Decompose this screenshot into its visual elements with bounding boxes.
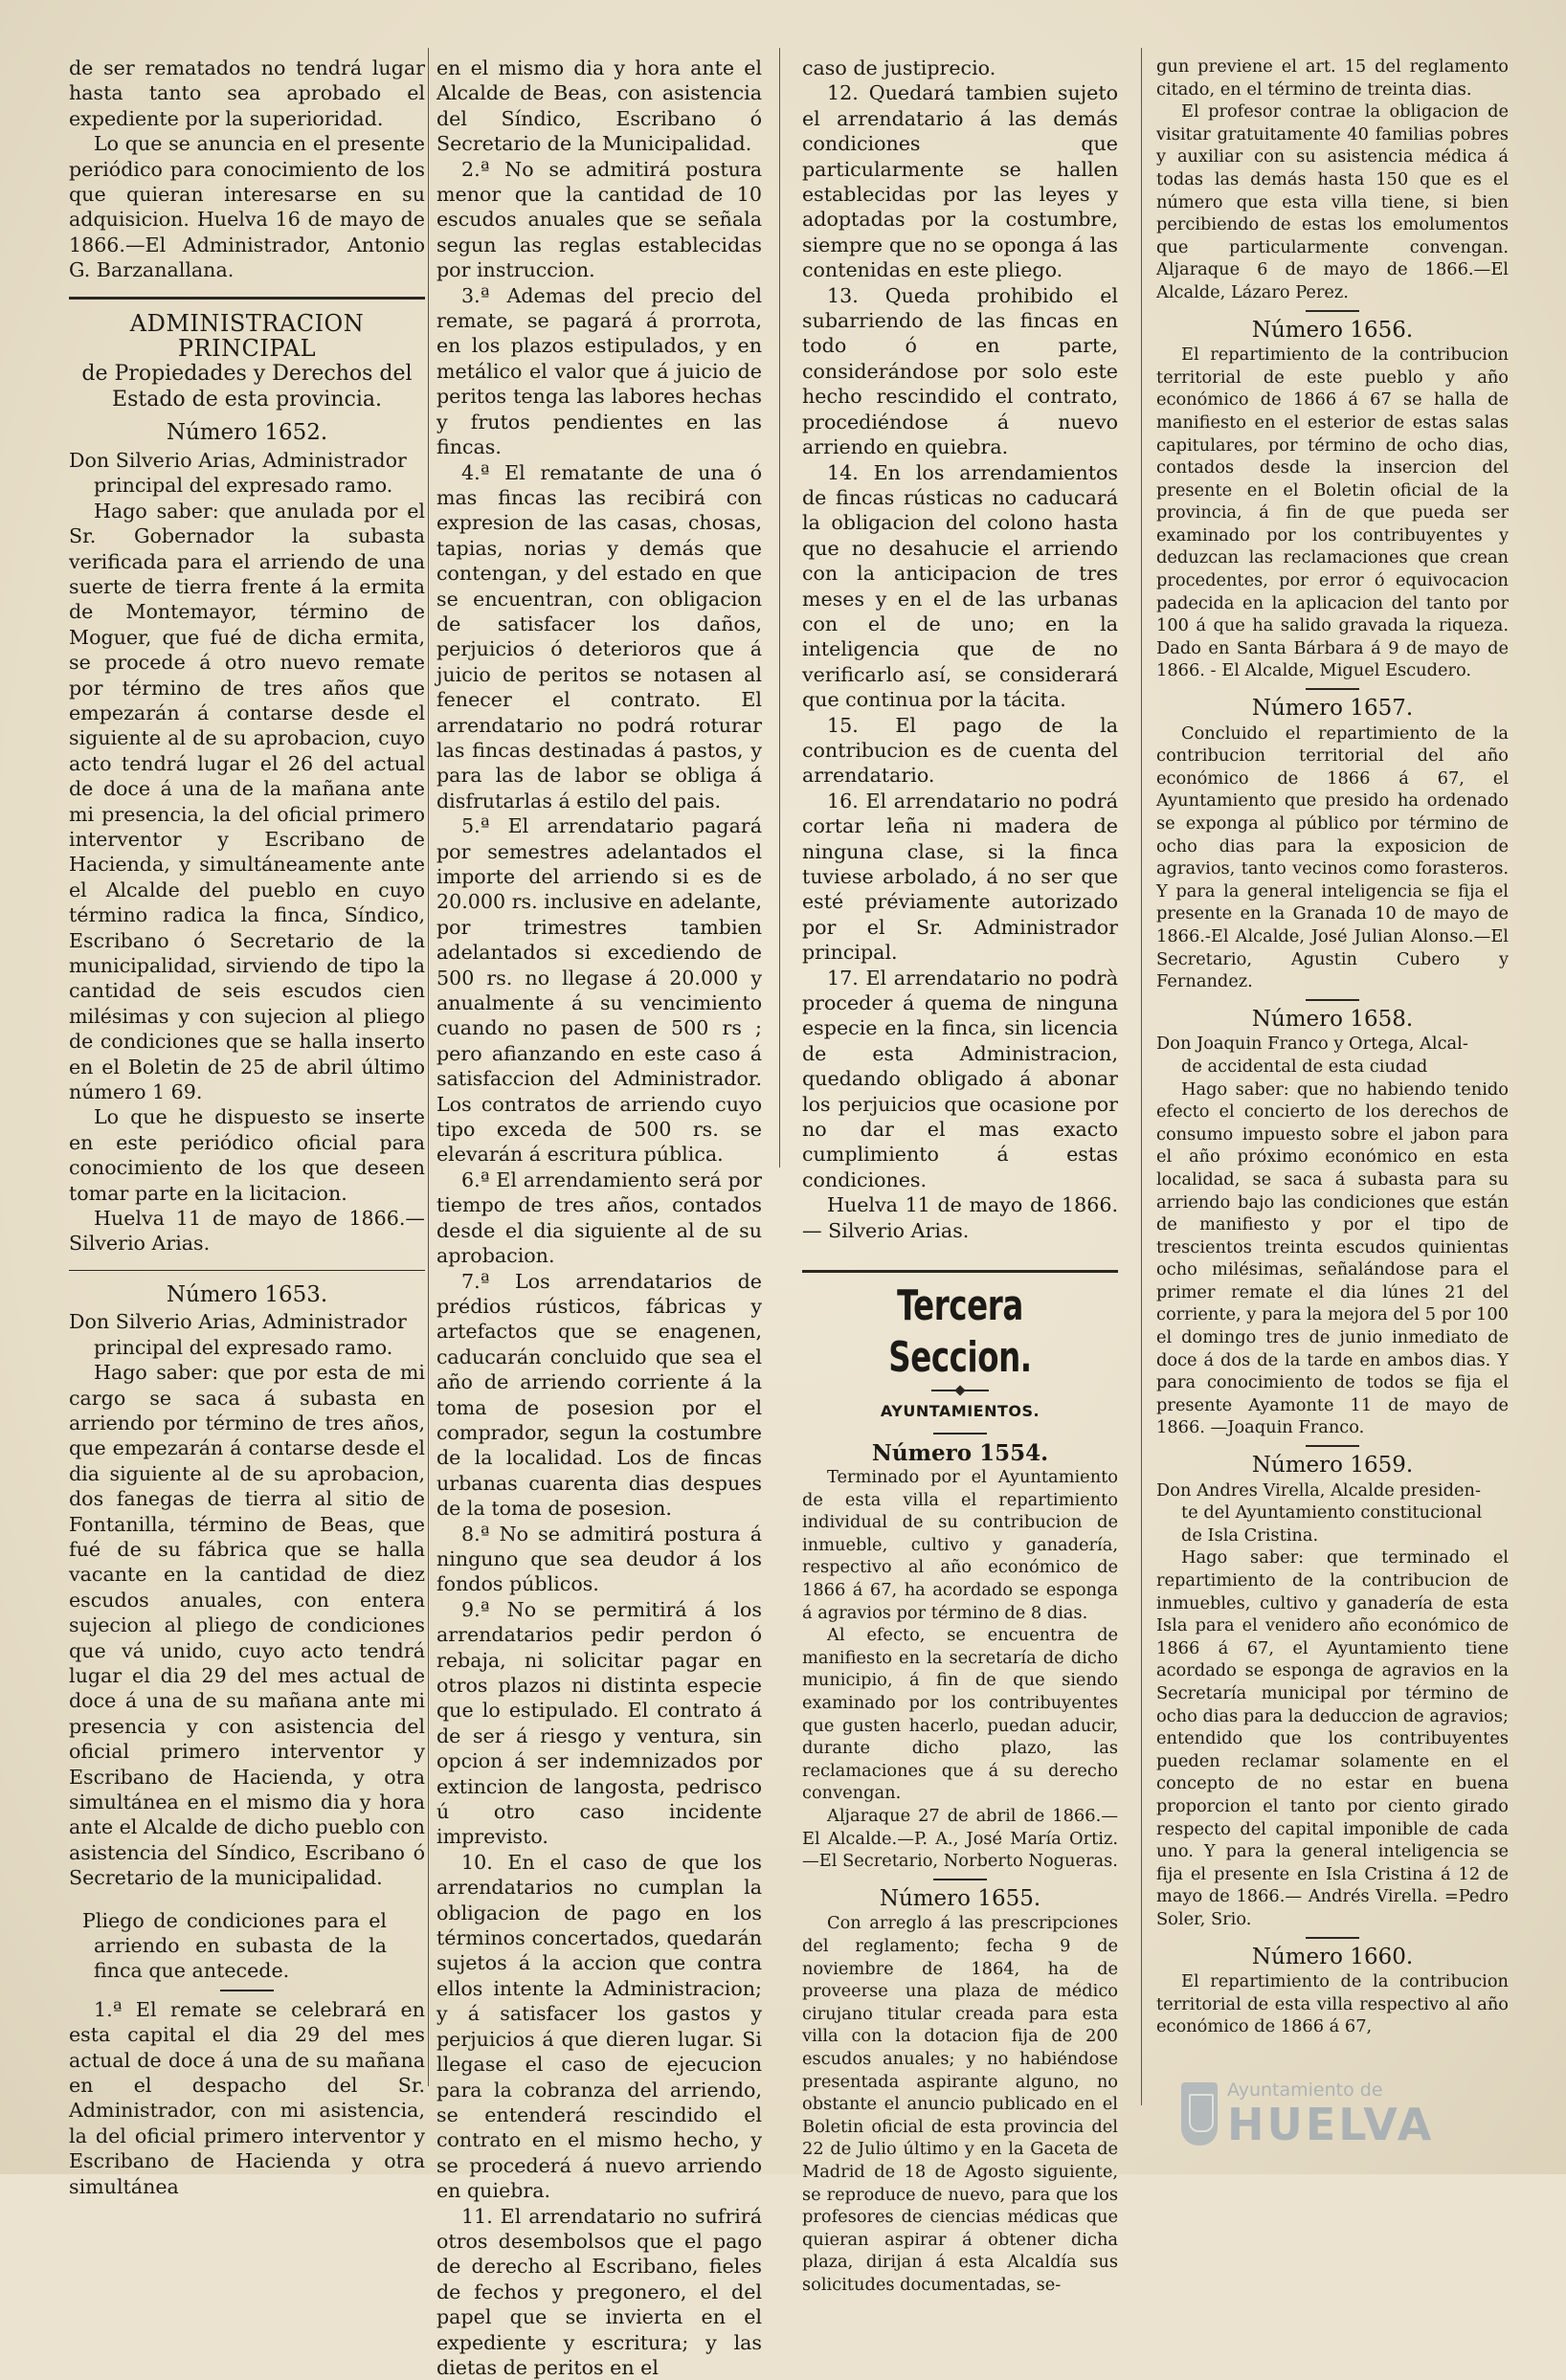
condition-item: 2.ª No se admitirá postura menor que la cantidad de 10 escudos anuales que se señala segun las reglas establecidas por instruccion. xyxy=(436,157,762,282)
header-line: Don Silverio Arias, Administrador xyxy=(69,448,407,472)
watermark-line: Ayuntamiento de xyxy=(1227,2080,1383,2101)
condition-item: 10. En el caso de que los arrendatarios no cumplan la obligacion de pago en los términos concertados, quedarán sujetos á la accion que contra ellos intente la Administracion; y á satisfacer los gastos y perjuicios á que dieren lugar. Si llegase el caso de ejecucion para la cobranza del arriendo, se entenderá rescindido el contrato en el mismo hecho, y se procederá á nuevo arriendo en quiebra. xyxy=(436,1850,762,2203)
condition-item: 3.ª Ademas del precio del remate, se pagará á prorrota, en los plazos estipulados, y en metálico el valor que á juicio de peritos tenga las labores hechas y frutos pendientes en las fincas. xyxy=(436,283,762,459)
notice-number: Número 1554. xyxy=(871,1439,1049,1466)
notice-header xyxy=(1156,1479,1509,1547)
paragraph: de ser rematados no tendrá lugar hasta tanto sea aprobado el expediente por la superioridad. xyxy=(69,56,425,130)
notice-header xyxy=(69,1309,425,1360)
notice-number: Número 1658. xyxy=(1251,1006,1414,1032)
conditions-heading: Pliego de condiciones para el arriendo en subasta de la finca que antecede. xyxy=(82,1908,387,1983)
header-line: principal del expresado ramo. xyxy=(94,1335,393,1359)
condition-item: 15. El pago de la contribucion es de cuenta del arrendatario. xyxy=(802,713,1118,788)
signature: Aljaraque 27 de abril de 1866.— El Alcalde.—P. A., José María Ortiz.—El Secretario, Norberto Nogueras. xyxy=(802,1806,1118,1872)
section-heading: ADMINISTRACION PRINCIPAL xyxy=(129,309,365,363)
header-line: te del Ayuntamiento constitucional xyxy=(1181,1502,1483,1524)
column-4 xyxy=(1156,56,1509,2038)
notice-header xyxy=(69,448,425,499)
paragraph: Terminado por el Ayuntamiento de esta villa el repartimiento individual de su contribucion de inmueble, cultivo y ganadería, respectivo al año económico de 1866 á 67, ha acordado se esponga á agravios por término de 8 dias. xyxy=(802,1467,1118,1623)
condition-item: 14. En los arrendamientos de fincas rústicas no caducará la obligacion del colono hasta que no desahucie el arriendo con la anticipacion de tres meses y en el de las urbanas con el de uno; en la inteligencia que de no verificarlo así, se considerará que continua por la tácita. xyxy=(802,460,1118,712)
condition-item: 6.ª El arrendamiento será por tiempo de tres años, contados desde el dia siguiente al de su aprobacion. xyxy=(436,1168,762,1268)
notice-number: Número 1655. xyxy=(879,1885,1041,1911)
condition-item: 11. El arrendatario no sufrirá otros desembolsos que el pago de derecho al Escribano, fieles de fechos y pregonero, el del papel que se invierta en el expediente y escritura; y las dietas de peritos en el xyxy=(436,2204,762,2379)
short-divider xyxy=(220,1990,274,1991)
short-divider xyxy=(1306,999,1359,1001)
divider xyxy=(69,297,425,300)
header-line: principal del expresado ramo. xyxy=(94,474,393,498)
notice-number: Número 1656. xyxy=(1251,317,1414,343)
paragraph: Lo que he dispuesto se inserte en este periódico oficial para conocimiento de los que deseen tomar parte en la licitacion. xyxy=(69,1105,425,1205)
notice-number: Número 1659. xyxy=(1251,1453,1414,1479)
paragraph: Hago saber: que no habiendo tenido efecto el concierto de los derechos de consumo impuesto sobre el jabon para el año próximo económico en esta localidad, se saca á subasta para su arriendo bajo las condiciones que están de manifiesto y por el tipo de trescientos treinta escudos quinientas ocho milésimas, señalándose para el primer remate el dia lúnes 21 del corriente, y para la mejora del 5 por 100 el domingo tres de junio inmediato de doce á dos de la tarde en ambos dias. Y para conocimiento de todos se fija el presente Ayamonte 11 de mayo de 1866. —Joaquin Franco. xyxy=(1156,1079,1509,1438)
paragraph: Hago saber: que terminado el repartimiento de la contribucion de inmuebles, cultivo y ganadería de esta Isla para el venidero año económico de 1866 á 67, el Ayuntamiento tiene acordado se esponga de agravios en la Secretaría municipal por término de ocho dias para la deduccion de agravios; entendido que los contribuyentes pueden reclamar solamente en el concepto de no estar en buena proporcion el tanto por ciento girado respecto del capital imponible de cada uno. Y para la general inteligencia se fija el presente en Isla Cristina á 12 de mayo de 1866.— Andrés Virella. =Pedro Soler, Srio. xyxy=(1156,1547,1509,1929)
condition-item: 1.ª El remate se celebrará en esta capital el dia 29 del mes actual de doce á una de su mañana en el despacho del Sr. Administrador, con mi asistencia, la del oficial primero interventor y Escribano de Hacienda y otra simultánea xyxy=(69,1997,425,2198)
column-divider xyxy=(428,48,429,2086)
divider xyxy=(69,1270,425,1271)
shield-icon xyxy=(1181,2082,1218,2146)
paragraph: Hago saber: que por esta de mi cargo se saca á subasta en arriendo por término de tres años, que empezarán á contarse desde el dia siguiente al de su aprobacion, dos fanegas de tierra al sitio de Fontanilla, término de Beas, que fué de su fábrica que se halla vacante en la cantidad de diez escudos anuales, con entera sujecion al pliego de condiciones que vá unido, cuyo acto tendrá lugar el dia 29 del mes actual de doce á una de su mañana ante mi presencia y con asistencia del oficial primero interventor y Escribano de Hacienda, y otra simultánea en el mismo dia y hora ante el Alcalde de dicho pueblo con asistencia del Síndico, Escribano ó Secretario de la municipalidad. xyxy=(69,1361,425,1890)
watermark-line: HUELVA xyxy=(1227,2099,1435,2150)
notice-number: Número 1653. xyxy=(166,1281,328,1307)
paragraph: en el mismo dia y hora ante el Alcalde de Beas, con asistencia del Síndico, Escribano ó Secretario de la Municipalidad. xyxy=(436,56,762,156)
signature: Huelva 11 de mayo de 1866.— Silverio Arias. xyxy=(802,1193,1118,1242)
column-divider xyxy=(1141,48,1142,2105)
paragraph: Hago saber: que anulada por el Sr. Gobernador la subasta verificada para el arriendo de una suerte de tierra frente á la ermita de Montemayor, término de Moguer, que fué de dicha ermita, se procede á otro nuevo remate por término de tres años que empezarán á contarse desde el siguiente al de su aprobacion, cuyo acto tendrá lugar el 26 del actual de doce á una de la mañana ante mi presencia, la del oficial primero interventor y Escribano de Hacienda, y simultáneamente ante el Alcalde del pueblo en cuyo término radica la finca, Síndico, Escribano ó Secretario de la municipalidad, sirviendo de tipo la cantidad de seis escudos cien milésimas y con sujecion al pliego de condiciones que se halla inserto en el Boletin de 25 de abril último número 1 69. xyxy=(69,499,425,1104)
notice-number: Número 1657. xyxy=(1251,696,1414,722)
column-divider xyxy=(779,48,780,1168)
paragraph: Con arreglo á las prescripciones del reglamento; fecha 9 de noviembre de 1864, ha de proveerse una plaza de médico cirujano titular creada para esta villa con la dotacion fija de 200 escudos anuales; y no habiéndose presentada aspirante alguno, no obstante el anuncio publicado en el Boletin oficial de esta provincia del 22 de Julio último y en la Gaceta de Madrid de 18 de Agosto siguiente, se reproduce de nuevo, para que los profesores de ciencias médicas que quieran aspirar á obtener dicha plaza, dirijan á esta Alcaldía sus solicitudes documentadas, se- xyxy=(802,1913,1118,2295)
paragraph: gun previene el art. 15 del reglamento citado, en el término de treinta dias. xyxy=(1156,56,1509,100)
paragraph: El profesor contrae la obligacion de visitar gratuitamente 40 familias pobres y auxiliar con su asistencia médica á todas las demás hasta 150 que es el número que esta villa tiene, si bien percibiendo de estas los emolumentos que particularmente convengan. Aljaraque 6 de mayo de 1866.—El Alcalde, Lázaro Perez. xyxy=(1156,101,1509,302)
paragraph: El repartimiento de la contribucion territorial de este pueblo y año económico de 1866 á 67 se halla de manifiesto en el esterior de estas salas capitulares, por término de ocho dias, contados desde la insercion del presente en el Boletin oficial de la provincia, á fin de que pueda ser examinado por los contribuyentes y deduzcan las reclamaciones que crean procedentes, por error ó equivocacion padecida en la aplicacion del tanto por 100 á que ha salido gravada la riqueza. Dado en Santa Bárbara á 9 de mayo de 1866. - El Alcalde, Miguel Escudero. xyxy=(1156,345,1509,681)
condition-item: 17. El arrendatario no podrà proceder á quema de ninguna especie en la finca, sin licencia de esta Administracion, quedando obligado á abonar los perjuicios que ocasione por no dar el mas exacto cumplimiento á estas condiciones. xyxy=(802,966,1118,1191)
divider xyxy=(802,1270,1118,1273)
header-line: de Isla Cristina. xyxy=(1181,1524,1319,1546)
short-divider xyxy=(1306,1937,1359,1939)
paragraph: Al efecto, se encuentra de manifiesto en la secretaría de dicho municipio, á fin de que siendo examinado por los contribuyentes que gusten hacerlo, puedan aducir, durante dicho plazo, las reclamaciones que á su derecho convengan. xyxy=(802,1625,1118,1804)
short-divider xyxy=(933,1433,987,1435)
notice-number: Número 1652. xyxy=(166,420,328,446)
signature: Huelva 11 de mayo de 1866.— Silverio Arias. xyxy=(69,1207,425,1256)
column-1 xyxy=(69,56,425,2199)
condition-item: 4.ª El rematante de una ó mas fincas las recibirá con expresion de las casas, chosas, tapias, norias y demás que contengan, y del estado en que se encuentran, con obligacion de satisfacer los daños, perjuicios ó deterioros que á juicio de peritos se notasen al fenecer el contrato. El arrendatario no podrá roturar las fincas destinadas á pastos, y para las de labor se obliga á disfrutarlas á estilo del pais. xyxy=(436,460,762,812)
header-line: Don Silverio Arias, Administrador xyxy=(69,1310,407,1334)
ornament-divider xyxy=(931,1390,989,1391)
short-divider xyxy=(1306,688,1359,690)
paragraph: Lo que se anuncia en el presente periódico para conocimiento de los que quieran interesarse en su adquisicion. Huelva 16 de mayo de 1866.—El Administrador, Antonio G. Barzanallana. xyxy=(69,132,425,282)
short-divider xyxy=(1306,310,1359,312)
header-line: Don Andres Virella, Alcalde presiden- xyxy=(1156,1479,1481,1501)
condition-item: 12. Quedará tambien sujeto el arrendatario á las demás condiciones que particularmente se hallen establecidas por las leyes y adoptadas por la costumbre, siempre que no se oponga á las contenidas en este pliego. xyxy=(802,81,1118,282)
paragraph: El repartimiento de la contribucion territorial de esta villa respectivo al año económico de 1866 á 67, xyxy=(1156,1971,1509,2037)
section-subheading: de Propiedades y Derechos del Estado de esta provincia. xyxy=(81,362,413,412)
condition-item: 5.ª El arrendatario pagará por semestres adelantados el importe del arriendo si es de 20.000 rs. inclusive en adelante, por trimestres tambien adelantados si excediendo de 500 rs. no llegase á 20.000 y anualmente á su vencimiento cuando no pasen de 500 rs ; pero afianzando en este caso á satisfaccion del Administrador. Los contratos de arriendo cuyo tipo exceda de 500 rs. se elevarán á escritura pública. xyxy=(436,814,762,1167)
header-line: Don Joaquin Franco y Ortega, Alcal- xyxy=(1156,1034,1468,1055)
condition-item: 9.ª No se permitirá á los arrendatarios pedir perdon ó rebaja, ni solicitar pagar en otros plazos ni distinta especie que lo estipulado. El contrato á de ser á riesgo y ventura, sin opcion á ser indemnizados por extincion de langosta, pedrisco ú otro caso incidente imprevisto. xyxy=(436,1597,762,1849)
paragraph: caso de justiprecio. xyxy=(802,56,996,79)
condition-item: 13. Queda prohibido el subarriendo de las fincas en todo ó en parte, considerándose por solo este hecho rescindido el contrato, procediéndose á nuevo arriendo en quiebra. xyxy=(802,283,1118,459)
short-divider xyxy=(1306,1445,1359,1447)
column-2 xyxy=(436,56,762,2380)
condition-item: 7.ª Los arrendatarios de prédios rústicos, fábricas y artefactos que se enagenen, caducarán concluido que sea el año de arriendo corriente á la toma de posesion por el comprador, segun la costumbre de la localidad. Los de fincas urbanas cuarenta dias despues de la toma de posesion. xyxy=(436,1269,762,1521)
section-subtitle: AYUNTAMIENTOS. xyxy=(880,1402,1040,1421)
archive-watermark xyxy=(1181,2073,1507,2155)
condition-item: 8.ª No se admitirá postura á ninguno que sea deudor á los fondos públicos. xyxy=(436,1522,762,1596)
header-line: de accidental de esta ciudad xyxy=(1181,1056,1428,1077)
column-3 xyxy=(802,56,1118,2296)
paragraph: Concluido el repartimiento de la contribucion territorial del año económico de 1866 á 67, el Ayuntamiento que presido ha ordenado se exponga al público por término de ocho dias para la exposicion de agravios, tanto vecinos como forasteros. Y para la general inteligencia se fija el presente en la Granada 10 de mayo de 1866.-El Alcalde, José Julian Alonso.—El Secretario, Agustin Cubero y Fernandez. xyxy=(1156,723,1509,992)
short-divider xyxy=(933,1879,987,1880)
notice-number: Número 1660. xyxy=(1251,1944,1414,1969)
section-title: Tercera Seccion. xyxy=(888,1281,1032,1383)
condition-item: 16. El arrendatario no podrá cortar leña ni madera de ninguna clase, si la finca tuviese arbolado, á no ser que esté préviamente autorizado por el Sr. Administrador principal. xyxy=(802,789,1118,965)
notice-header xyxy=(1156,1033,1509,1078)
